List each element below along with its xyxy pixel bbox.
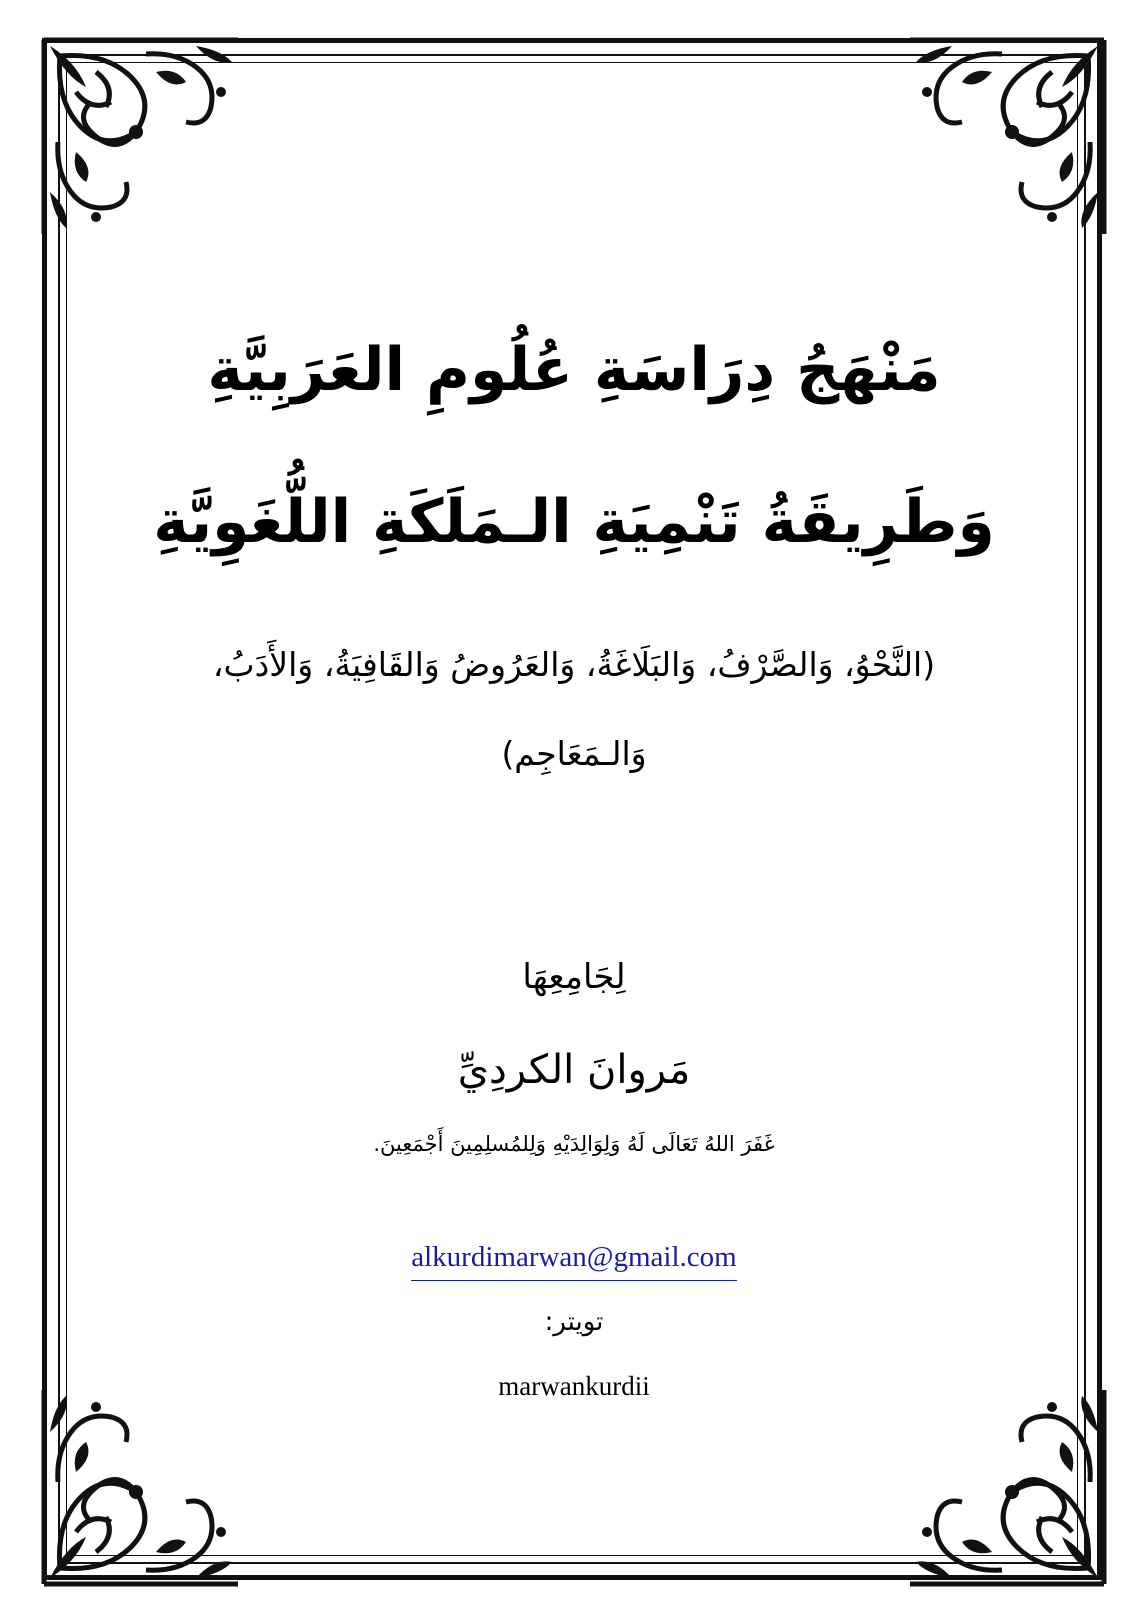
author-prayer: غَفَرَ اللهُ تَعَالَى لَهُ وَلِوَالِدَيْهِ وَلِلمُسلِمِينَ أَجْمَعِينَ. — [373, 1132, 775, 1156]
cover-content — [120, 335, 1028, 1401]
corner-ornament-icon — [902, 1382, 1112, 1592]
twitter-label: تويتر: — [544, 1307, 604, 1337]
book-title-line-2: وَطَرِيقَةُ تَنْمِيَةِ الـمَلَكَةِ اللُّغَوِيَّةِ — [153, 487, 995, 557]
compiler-label: لِجَامِعِهَا — [522, 957, 626, 997]
corner-ornament-icon — [36, 32, 246, 242]
book-title-line-1: مَنْهَجُ دِرَاسَةِ عُلُومِ العَرَبِيَّةِ — [207, 335, 941, 405]
subtitle-line-1: (النَّحْوُ، وَالصَّرْفُ، وَالبَلَاغَةُ، وَالعَرُوضُ وَالقَافِيَةُ، وَالأَدَبُ، — [212, 645, 936, 684]
corner-ornament-icon — [902, 32, 1112, 242]
email-link[interactable]: alkurdimarwan@gmail.com — [411, 1243, 736, 1281]
author-name: مَروانَ الكردِيِّ — [457, 1047, 691, 1093]
twitter-handle: marwankurdii — [498, 1371, 650, 1401]
subtitle-line-2: وَالـمَعَاجِم) — [501, 734, 647, 773]
corner-ornament-icon — [36, 1382, 246, 1592]
